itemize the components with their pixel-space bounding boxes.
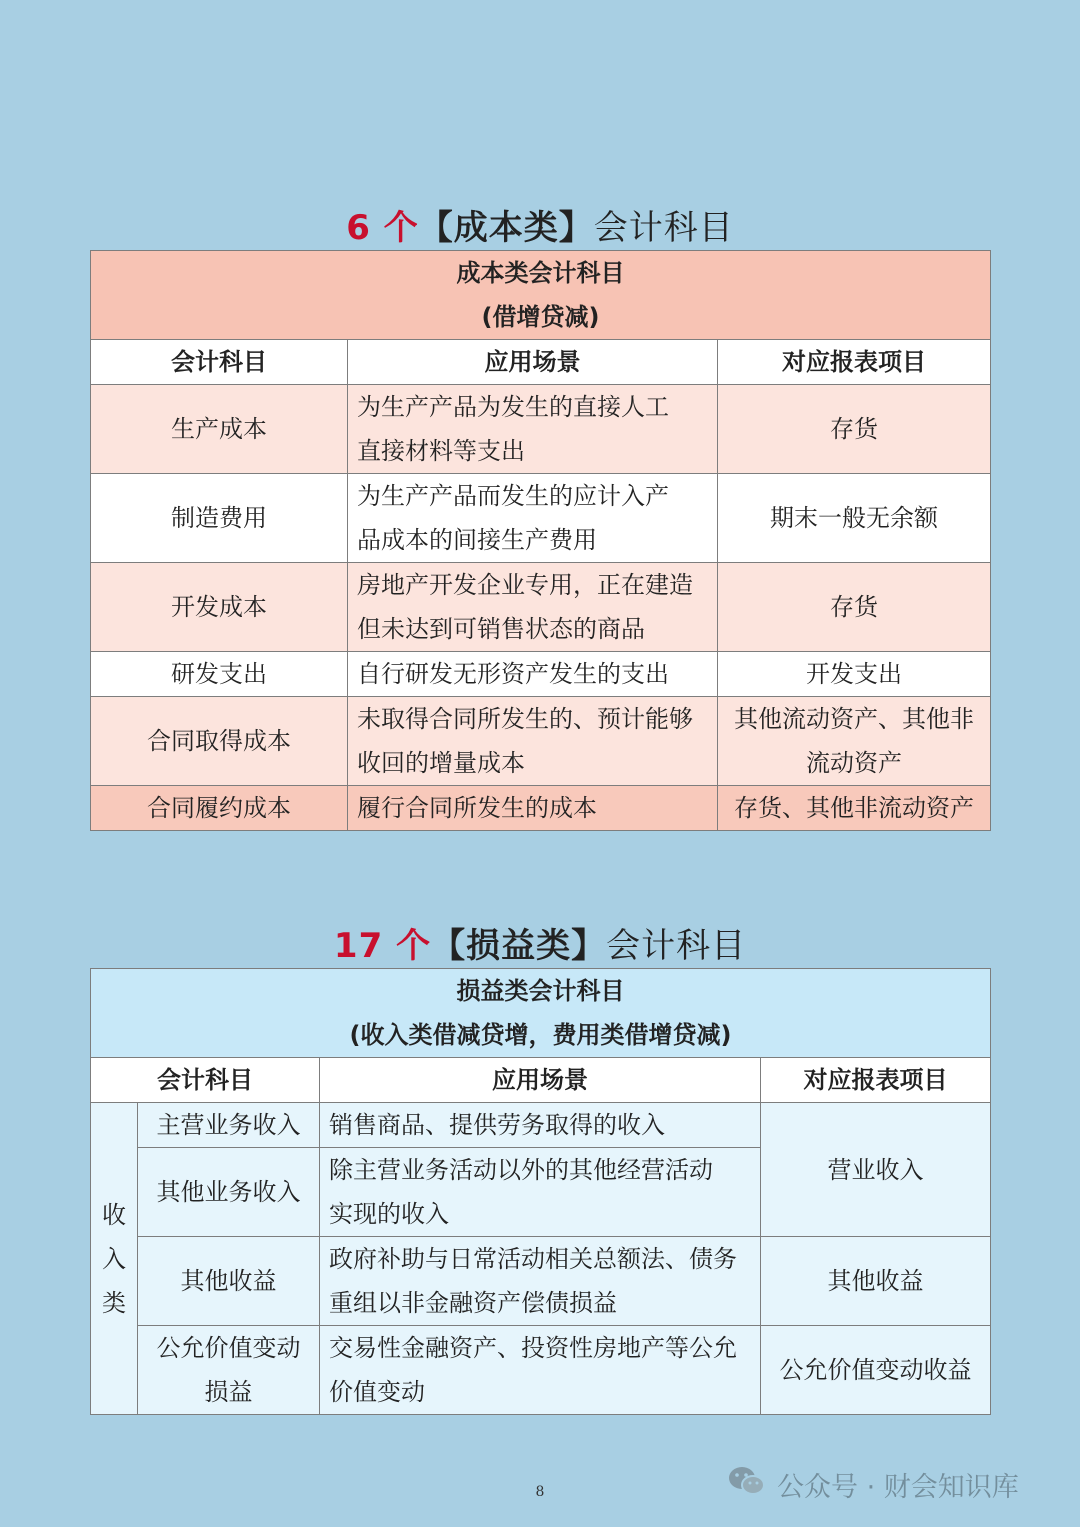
scene-line: 但未达到可销售状态的商品 [357,615,645,643]
scene-line: 房地产开发企业专用，正在建造 [357,571,693,599]
scene-line: 收回的增量成本 [357,749,525,777]
pl-header-line1: 损益类会计科目 [456,977,625,1005]
wechat-icon [727,1464,767,1505]
page-number: 8 [535,1484,545,1500]
scene-line: 品成本的间接生产费用 [357,526,597,554]
scene-line: 除主营业务活动以外的其他经营活动 [329,1156,713,1184]
scene-line: 价值变动 [329,1378,425,1406]
scene-cell [348,385,718,474]
report-cell: 其他收益 [761,1237,991,1326]
report-line: 其他流动资产、其他非 [734,705,974,733]
column-header-scene: 应用场景 [348,340,718,385]
scene-cell [320,1326,761,1415]
report-cell: 存货 [718,563,991,652]
report-cell: 营业收入 [761,1103,991,1237]
subject-cell: 主营业务收入 [138,1103,320,1148]
pl-section-title [0,918,1080,967]
scene-line: 未取得合同所发生的、预计能够 [357,705,693,733]
column-header-scene: 应用场景 [320,1058,761,1103]
watermark-text: 公众号 · 财会知识库 [777,1471,1019,1503]
pl-title-suffix: 会计科目 [606,926,747,966]
scene-cell [348,697,718,786]
report-cell: 期末一般无余额 [718,474,991,563]
table-row [91,474,991,563]
cost-column-headers [91,340,991,385]
report-cell [718,697,991,786]
subject-cell: 研发支出 [91,652,348,697]
pl-table-header [91,969,991,1058]
table-row [91,1326,991,1415]
report-cell: 存货 [718,385,991,474]
scene-cell [348,563,718,652]
column-header-report: 对应报表项目 [718,340,991,385]
column-header-subject: 会计科目 [91,340,348,385]
subject-cell: 开发成本 [91,563,348,652]
group-label-char: 收 [102,1200,126,1229]
subject-line: 损益 [204,1378,253,1406]
subject-cell: 制造费用 [91,474,348,563]
watermark [727,1462,1019,1506]
table-row [91,697,991,786]
cost-title-suffix: 会计科目 [593,208,734,248]
pl-column-headers [91,1058,991,1103]
pl-title-category: 【损益类】 [431,926,607,966]
scene-cell [348,474,718,563]
scene-line: 交易性金融资产、投资性房地产等公允 [329,1334,737,1362]
group-label-char: 入 [102,1244,126,1273]
table-row [91,385,991,474]
pl-table [90,968,991,1415]
scene-line: 为生产产品而发生的应计入产 [357,482,669,510]
subject-cell: 合同履约成本 [91,786,348,831]
scene-cell [320,1237,761,1326]
table-row [91,1237,991,1326]
scene-cell [320,1148,761,1237]
cost-table [90,250,991,831]
column-header-subject: 会计科目 [91,1058,320,1103]
group-label-cell [91,1103,138,1415]
cost-title-count: 6 个 [346,208,419,248]
cost-table-header [91,251,991,340]
table-row [91,563,991,652]
report-cell: 公允价值变动收益 [761,1326,991,1415]
table-row [91,652,991,697]
scene-line: 实现的收入 [329,1200,449,1228]
group-label-char: 类 [102,1288,126,1317]
table-row [91,786,991,831]
report-line: 流动资产 [806,749,902,777]
cost-section-title [0,200,1080,249]
pl-header-line2: (收入类借减贷增，费用类借增贷减) [349,1021,732,1049]
cost-title-category: 【成本类】 [418,208,594,248]
subject-cell: 生产成本 [91,385,348,474]
cost-header-line1: 成本类会计科目 [456,259,625,287]
scene-cell: 自行研发无形资产发生的支出 [348,652,718,697]
scene-cell: 履行合同所发生的成本 [348,786,718,831]
scene-line: 政府补助与日常活动相关总额法、债务 [329,1245,737,1273]
subject-cell [138,1326,320,1415]
scene-cell: 销售商品、提供劳务取得的收入 [320,1103,761,1148]
table-row [91,1103,991,1148]
subject-cell: 合同取得成本 [91,697,348,786]
column-header-report: 对应报表项目 [761,1058,991,1103]
scene-line: 为生产产品为发生的直接人工 [357,393,669,421]
subject-cell: 其他业务收入 [138,1148,320,1237]
cost-header-line2: (借增贷减) [481,303,600,331]
scene-line: 重组以非金融资产偿债损益 [329,1289,617,1317]
scene-line: 直接材料等支出 [357,437,525,465]
subject-line: 公允价值变动 [156,1334,301,1362]
report-cell: 存货、其他非流动资产 [718,786,991,831]
report-cell: 开发支出 [718,652,991,697]
subject-cell: 其他收益 [138,1237,320,1326]
pl-title-count: 17 个 [333,926,432,966]
